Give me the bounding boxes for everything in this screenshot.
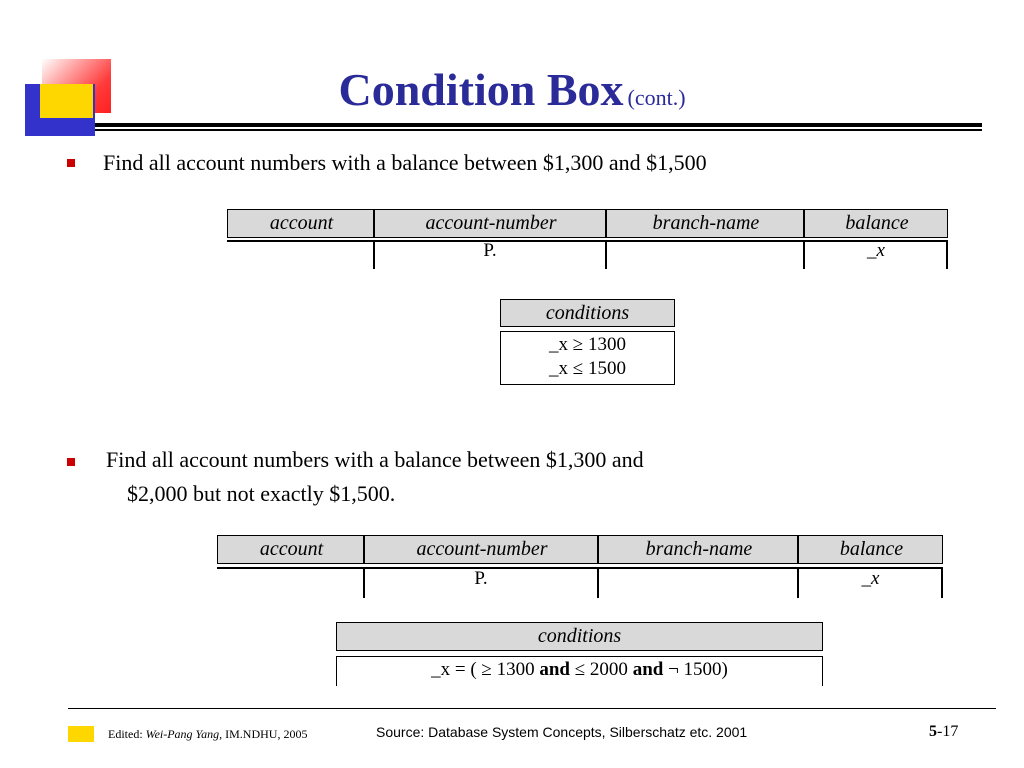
condition-box — [500, 299, 675, 386]
table-cell: _x — [867, 240, 885, 261]
condition-header: conditions — [336, 622, 823, 651]
table-header — [227, 209, 948, 238]
column-header: account-number — [425, 212, 557, 234]
condition-line: _x ≤ 1500 — [549, 358, 626, 379]
bullet-marker — [67, 159, 75, 167]
footer-credit: Edited: Wei-Pang Yang, IM.NDHU, 2005 — [108, 727, 308, 741]
title-suffix: (cont.) — [627, 85, 686, 110]
condition-box — [336, 622, 823, 686]
footer-logo-square — [68, 726, 94, 742]
condition-header: conditions — [500, 299, 675, 327]
table-cell: P. — [483, 240, 497, 261]
title-rule-thin — [95, 129, 982, 131]
column-header: balance — [845, 212, 909, 234]
bullet-text: $2,000 but not exactly $1,500. — [127, 481, 396, 506]
condition-line: _x ≥ 1300 — [549, 334, 626, 355]
skeleton-table — [217, 535, 943, 598]
column-header: balance — [839, 538, 904, 560]
bullet-text: Find all account numbers with a balance between $1,300 and — [106, 447, 644, 472]
footer-rule — [68, 708, 996, 709]
slide-title — [0, 63, 1024, 116]
table-header — [217, 535, 943, 564]
skeleton-table — [227, 209, 948, 269]
condition-expression: _x = ( ≥ 1300 and ≤ 2000 and ¬ 1500) — [431, 659, 728, 680]
column-header: branch-name — [645, 538, 753, 560]
title-rule — [95, 123, 982, 127]
page-number: 5-17 — [929, 723, 959, 740]
bullet-text: Find all account numbers with a balance between $1,300 and $1,500 — [103, 150, 707, 175]
footer-source: Source: Database System Concepts, Silberschatz etc. 2001 — [376, 724, 748, 740]
title-main: Condition Box — [338, 64, 624, 115]
column-header: account-number — [416, 538, 548, 560]
table-name: account — [259, 538, 324, 560]
bullet-marker — [67, 458, 75, 466]
table-cell: P. — [474, 568, 488, 589]
table-name: account — [269, 212, 334, 234]
column-header: branch-name — [652, 212, 760, 234]
table-cell: _x — [861, 568, 880, 589]
